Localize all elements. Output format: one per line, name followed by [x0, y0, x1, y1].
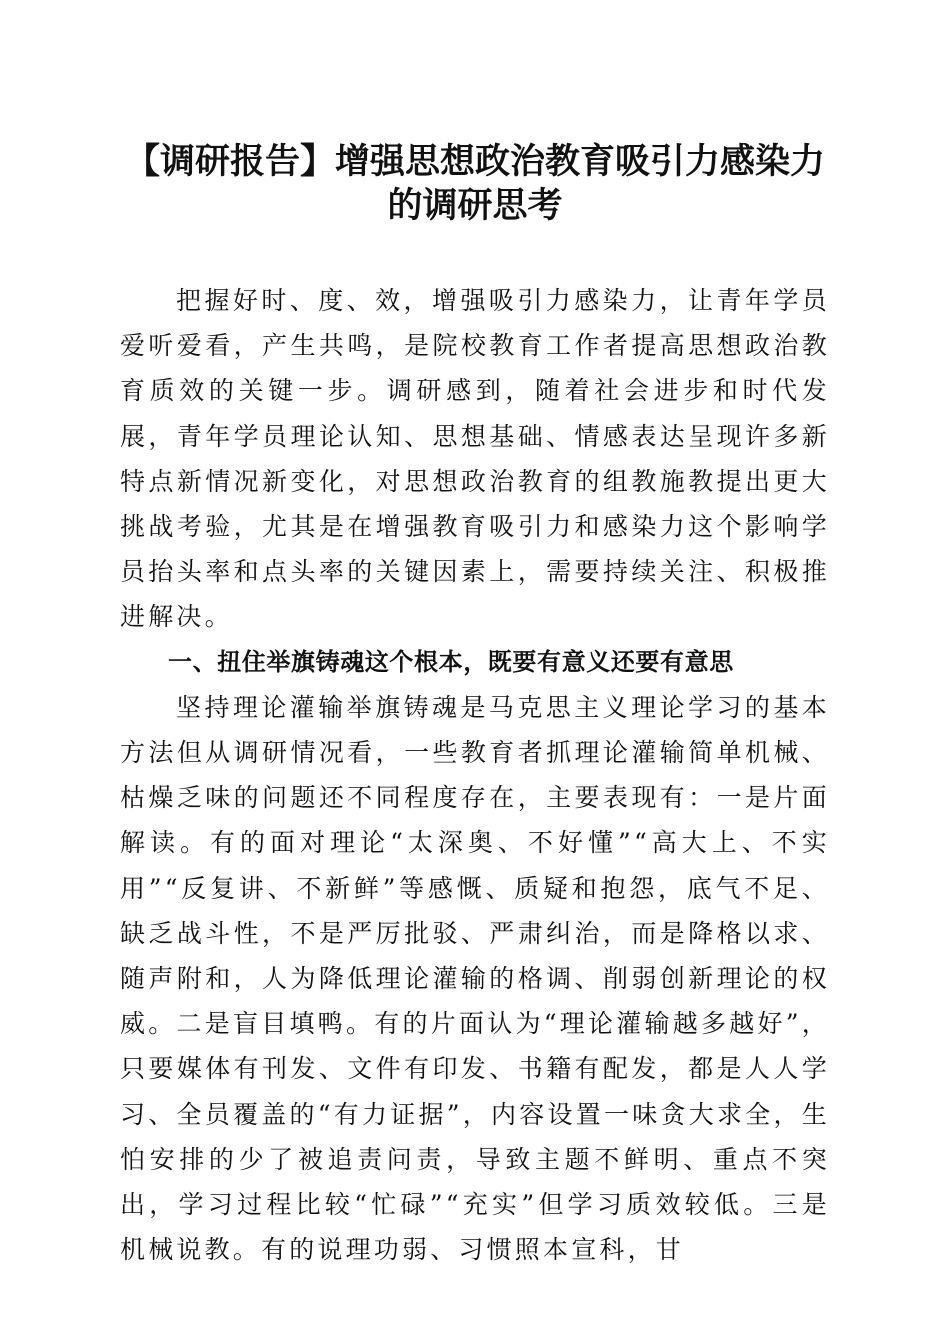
document-title: [120, 140, 830, 228]
section-1-paragraph: 坚持理论灌输举旗铸魂是马克思主义理论学习的基本方法但从调研情况看，一些教育者抓理论灌输简单机械、枯燥乏味的问题还不同程度存在，主要表现有：一是片面解读。有的面对理论“太深奥、不好懂”“高大上、不实用”“反复讲、不新鲜”等感慨、质疑和抱怨，底气不足、缺乏战斗性，不是严厉批驳、严肃纠治，而是降格以求、随声附和，人为降低理论灌输的格调、削弱创新理论的权威。二是盲目填鸭。有的片面认为“理论灌输越多越好”，只要媒体有刊发、文件有印发、书籍有配发，都是人人学习、全员覆盖的“有力证据”，内容设置一味贪大求全，生怕安排的少了被追责问责，导致主题不鲜明、重点不突出，学习过程比较“忙碌”“充实”但学习质效较低。三是机械说教。有的说理功弱、习惯照本宣科，甘: [120, 692, 830, 1265]
section-heading-1: 一、扭住举旗铸魂这个根本，既要有意义还要有意思: [168, 647, 734, 676]
document-body: [120, 278, 830, 1272]
title-line-1: 【调研报告】增强思想政治教育吸引力感染力: [124, 142, 825, 182]
intro-paragraph: 把握好时、度、效，增强吸引力感染力，让青年学员爱听爱看，产生共鸣，是院校教育工作者提高思想政治教育质效的关键一步。调研感到，随着社会进步和时代发展，青年学员理论认知、思想基础、情感表达呈现许多新特点新情况新变化，对思想政治教育的组教施教提出更大挑战考验，尤其是在增强教育吸引力和感染力这个影响学员抬头率和点头率的关键因素上，需要持续关注、积极推进解决。: [120, 286, 830, 632]
title-line-2: 的调研思考: [387, 186, 563, 226]
